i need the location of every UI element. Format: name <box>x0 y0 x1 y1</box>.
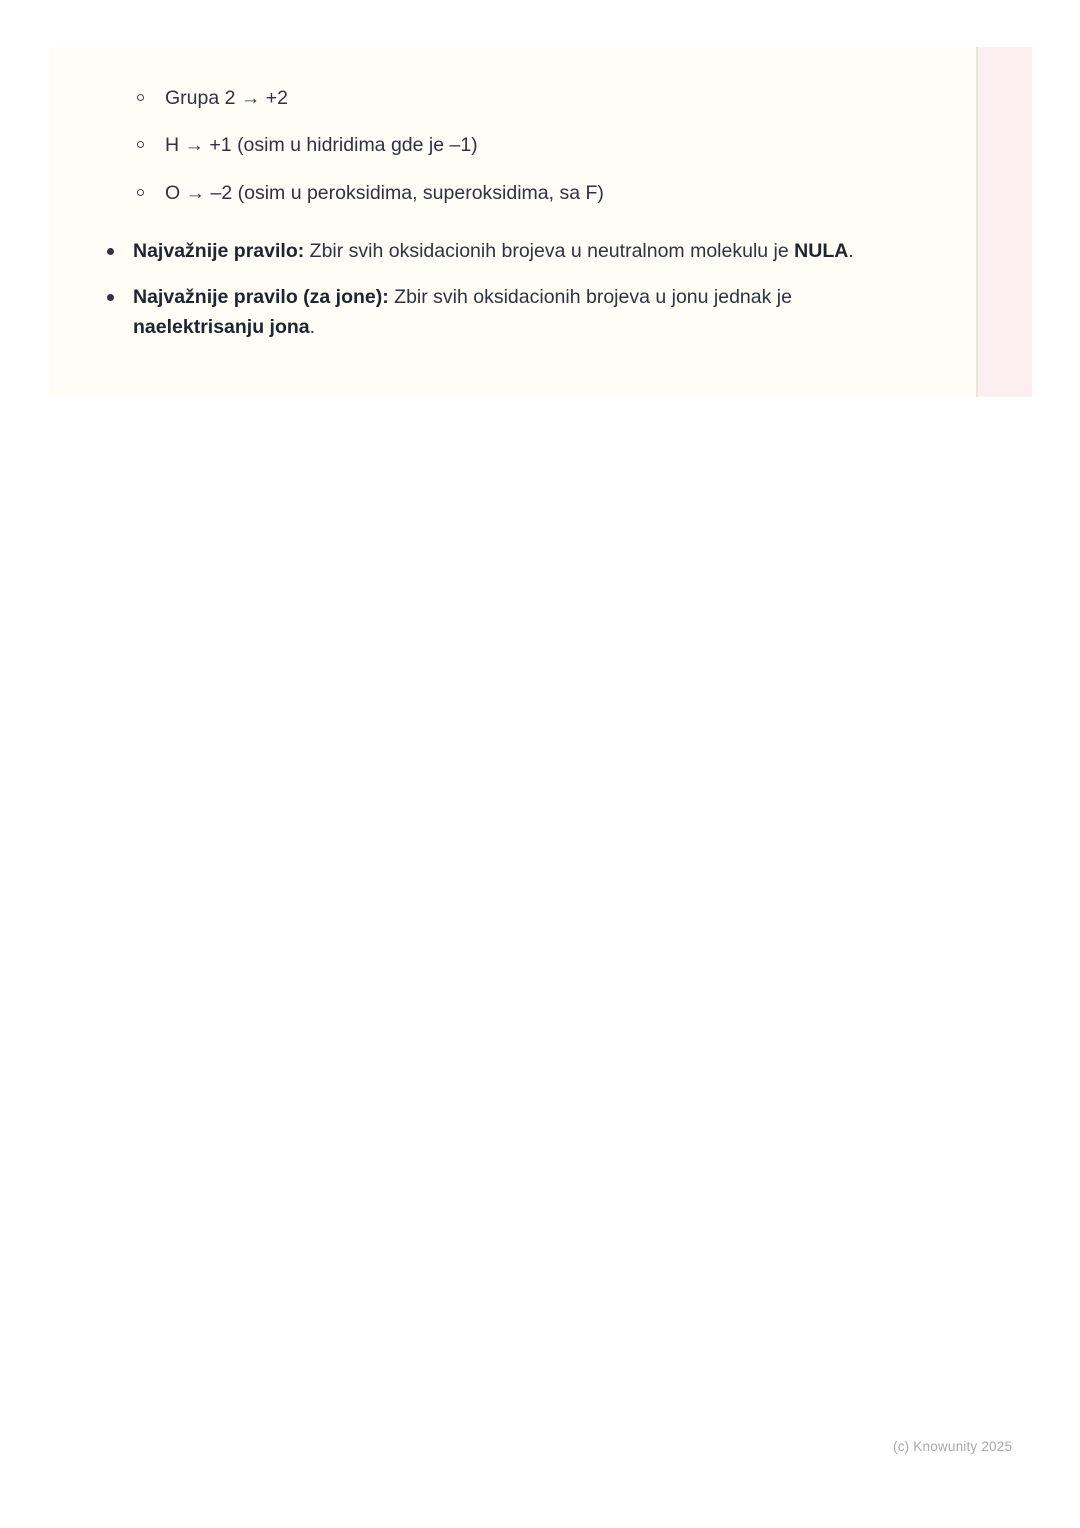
rule-emphasis: naelektrisanju jona <box>133 316 310 339</box>
rule-text-before: Zbir svih oksidacionih brojeva u jonu jednak je <box>388 286 792 309</box>
note-card <box>49 47 1032 397</box>
list-item <box>101 282 923 342</box>
list-item <box>101 236 923 266</box>
note-accent-stripe <box>976 47 1032 397</box>
rule-text-after: . <box>848 239 854 262</box>
rule-label: Najvažnije pravilo (za jone): <box>133 286 389 309</box>
note-content <box>49 47 976 389</box>
oxidation-sub-rules-list <box>89 85 936 206</box>
main-rules-list <box>89 236 936 343</box>
sub-rule-text: H → +1 (osim u hidridima gde je –1) <box>165 134 478 157</box>
rule-text-after: . <box>309 316 316 339</box>
footer-credit: (c) Knowunity 2025 <box>893 1439 1013 1454</box>
list-item <box>137 180 936 206</box>
sub-rule-text: O → –2 (osim u peroksidima, superoksidima, sa F) <box>165 181 604 204</box>
rule-emphasis: NULA <box>794 239 849 262</box>
list-spacer <box>89 227 936 236</box>
rule-text-before: Zbir svih oksidacionih brojeva u neutralnom molekulu je <box>304 239 795 262</box>
rule-label: Najvažnije pravilo: <box>133 239 305 262</box>
list-item <box>137 132 936 158</box>
list-item <box>137 85 936 111</box>
sub-rule-text: Grupa 2 → +2 <box>165 87 289 109</box>
